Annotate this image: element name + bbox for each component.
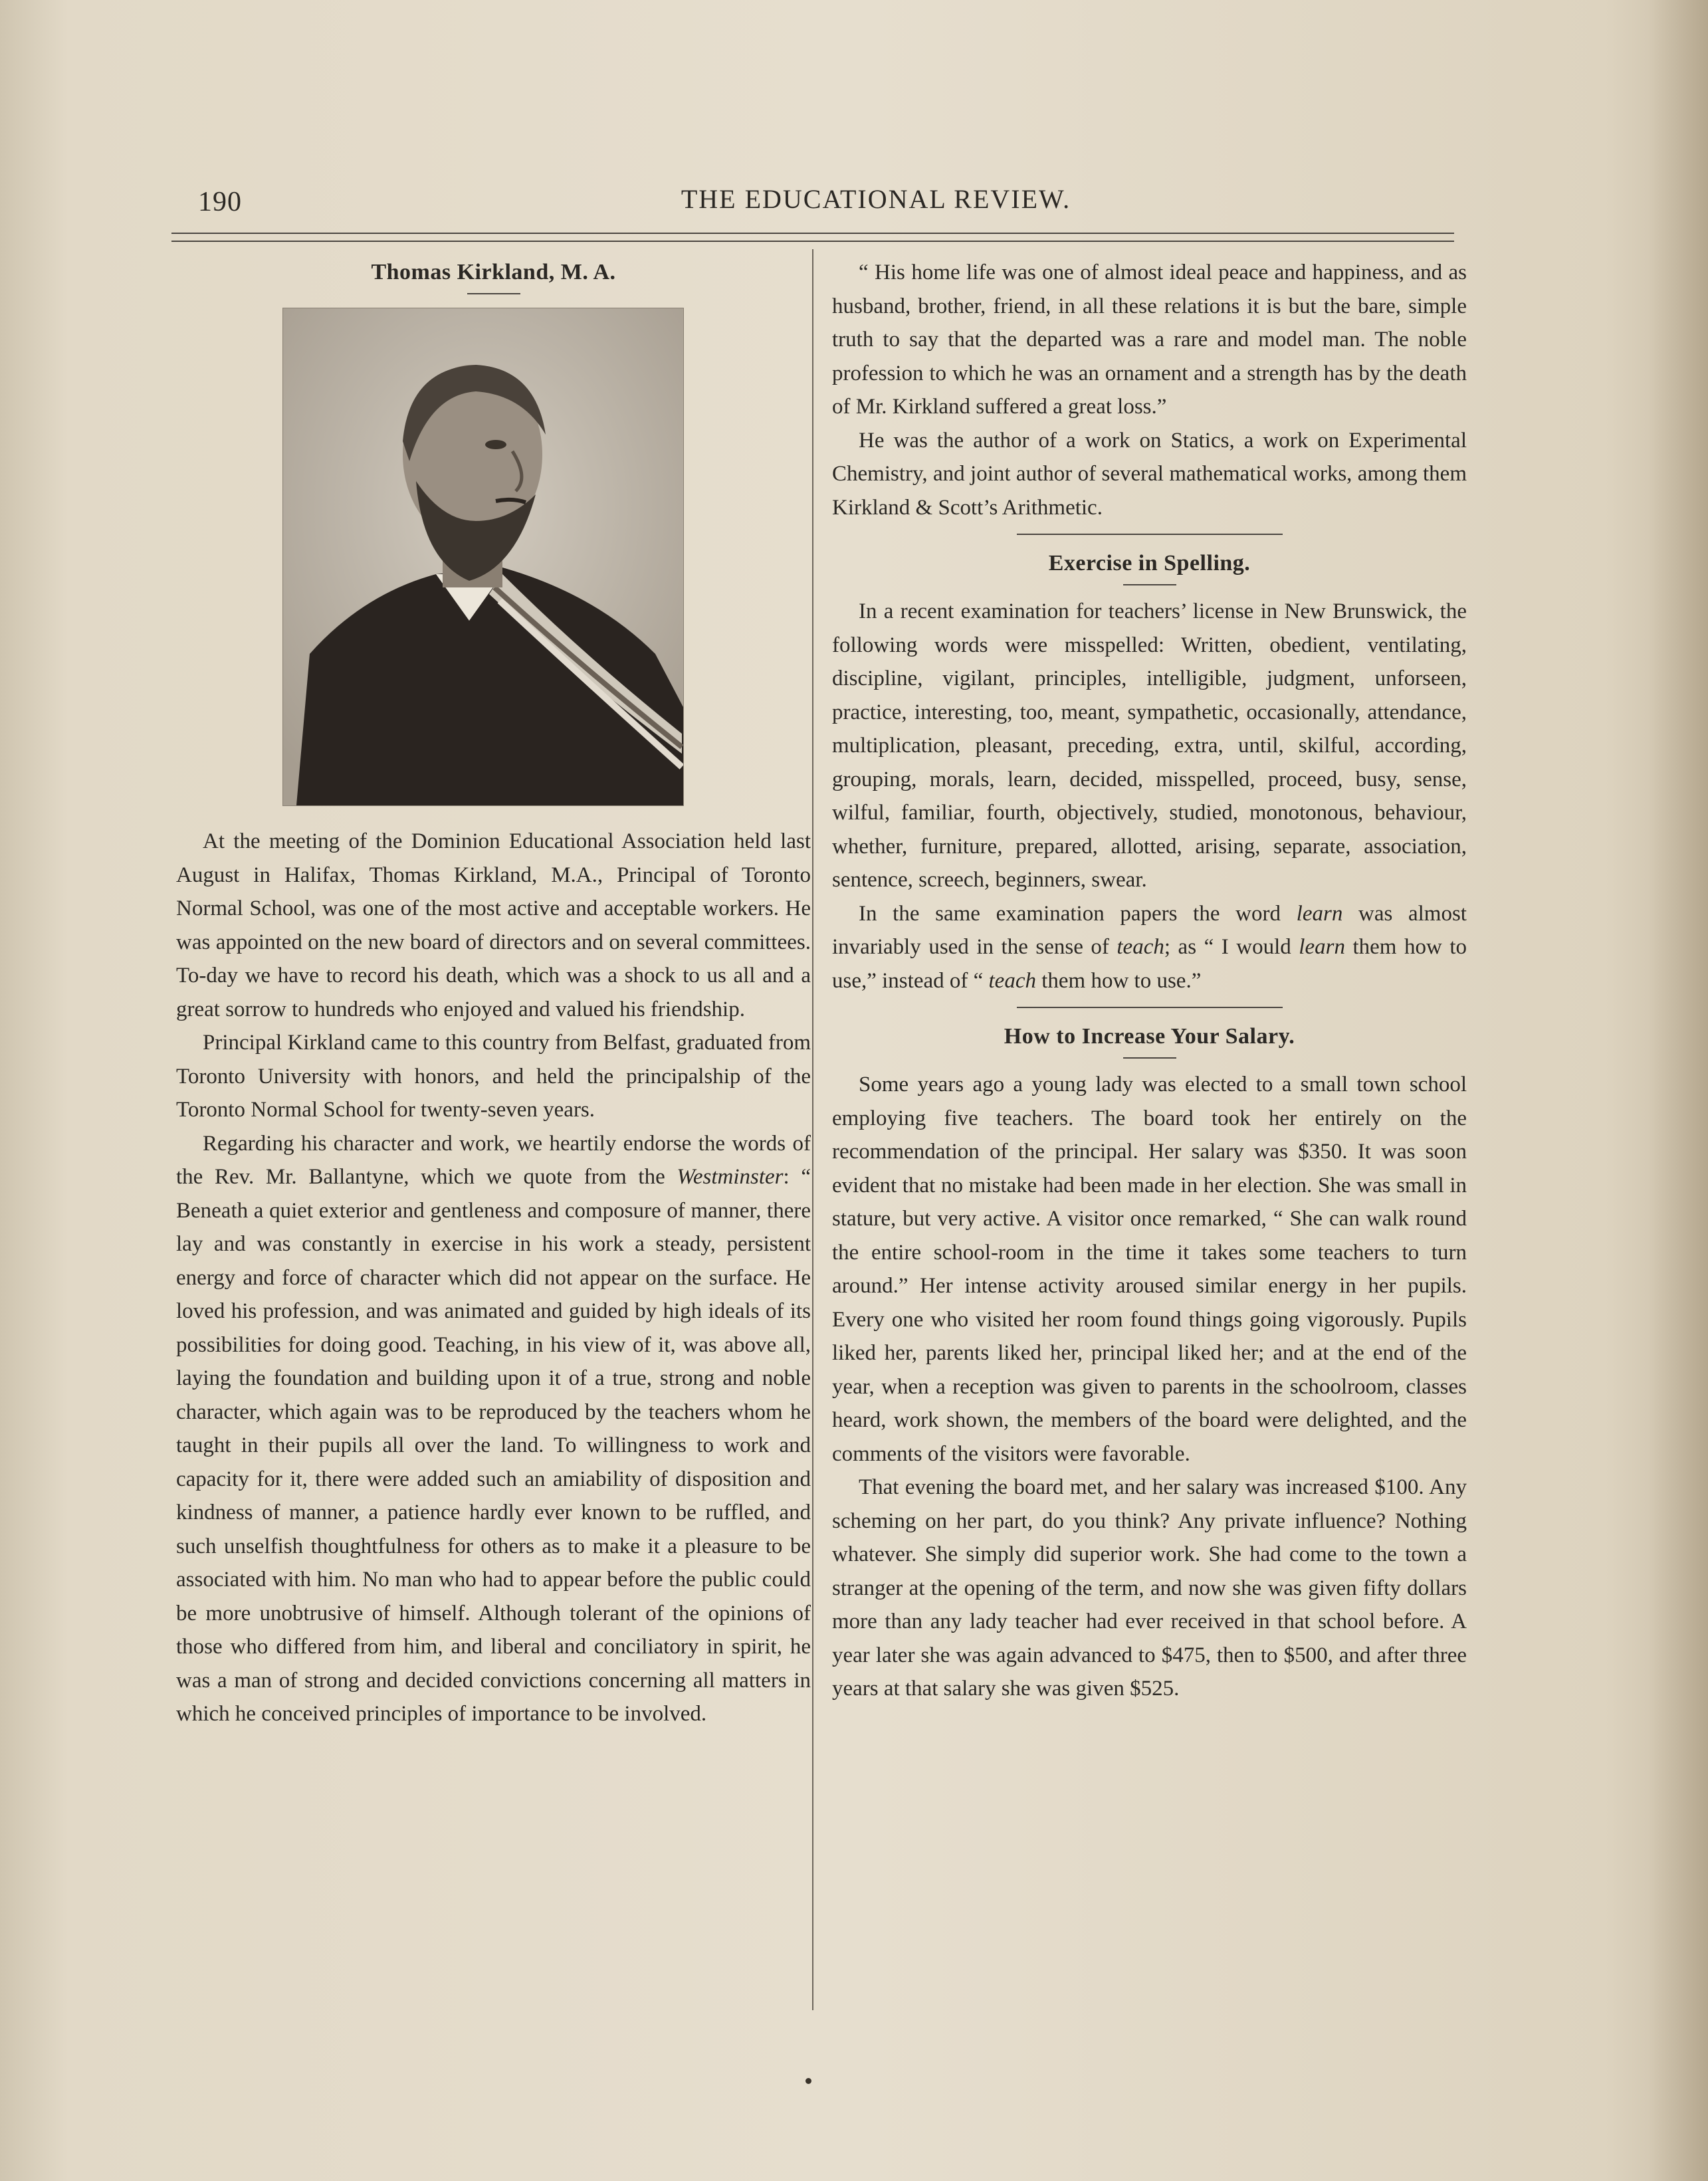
- p3-text-a: Regarding his character and work, we heartily endorse the words of the Rev. Mr. Ballantyne, which we quote from the: [176, 1131, 811, 1189]
- page-edge-shadow: [1648, 0, 1708, 2181]
- sp2-c: ; as “ I would: [1164, 935, 1299, 959]
- spelling-paragraph-1: In a recent examination for teachers’ license in New Brunswick, the following words were misspelled: Written, obedient, ventilating, discipline, vigilant, principles, intelligible, judgment, unforseen, practice, interesting, too, meant, sympathetic, occasionally, attendance, multiplication, pleasant, preceding, extra, until, skilful, according, grouping, morals, learn, decided, misspelled, proceed, busy, sense, wilful, familiar, fourth, objectively, studied, monotonous, behaviour, whether, furniture, prepared, allotted, arising, separate, association, sentence, screech, beginners, swear.: [832, 599, 1467, 892]
- sp2-a: In the same examination papers the word: [859, 901, 1297, 926]
- ink-spot: [805, 2078, 811, 2084]
- page-number: 190: [198, 187, 242, 217]
- sp2-b: was almost invariably used in the sense of: [832, 901, 1467, 959]
- teach-italic: teach: [1117, 935, 1164, 959]
- section-rule-1: [1017, 534, 1283, 535]
- sp2-d: them how to use,” instead of “: [832, 935, 1467, 993]
- spelling-title-rule: [1123, 584, 1176, 585]
- learn-italic-2: learn: [1299, 935, 1345, 959]
- right-column: [832, 256, 1467, 1706]
- p3-text-b: : “ Beneath a quiet exterior and gentleness and composure of manner, there lay and was constantly in exercise in his work a steady, persistent energy and force of character which did not appear on the surface. He loved his profession, and was animated and guided by high ideals of its possibilities for doing good. Teaching, in his view of it, was above all, laying the foundation and building upon it of a true, strong and noble character, which again was to be reproduced by the teachers whom he taught in their pupils all over the land. To willingness to work and capacity for it, there were added such an amiability of disposition and kindness of manner, a patience hardly ever known to be ruffled, and such unselfish thoughtfulness for others as to make it a pleasure to be associated with him. No man who had to appear before the public could be more unobtrusive of himself. Although tolerant of the opinions of those who differed from him, and liberal and conciliatory in spirit, he was a man of strong and decided convictions concerning all matters in which he conceived principles of importance to be involved.: [176, 1165, 811, 1726]
- kirkland-paragraph-3: [176, 1127, 811, 1731]
- article-title-spelling: Exercise in Spelling.: [1048, 551, 1251, 575]
- running-title: THE EDUCATIONAL REVIEW.: [681, 184, 1071, 214]
- section-rule-2: [1017, 1007, 1283, 1008]
- teach-italic-2: teach: [988, 968, 1036, 993]
- salary-paragraph-1: Some years ago a young lady was elected to a small town school employing five teachers. The board took her entirely on the recommendation of the principal. Her salary was $350. It was soon evident that no mistake had been made in her election. She was small in stature, but very active. A visitor once remarked, “ She can walk round the entire school-room in the time it takes some teachers to turn around.” Her intense activity aroused similar energy in her pupils. Every one who visited her room found things going vigorously. Pupils liked her, parents liked her, principal liked her; and at the end of the year, when a reception was given to parents in the schoolroom, classes heard, work shown, the members of the board were delighted, and the comments of the visitors were favorable.: [832, 1073, 1467, 1466]
- column-divider: [812, 249, 813, 2010]
- kirkland-paragraph-2: Principal Kirkland came to this country from Belfast, graduated from Toronto University with honors, and held the principalship of the Toronto Normal School for twenty-seven years.: [176, 1031, 811, 1122]
- westminster-italic: Westminster: [677, 1165, 784, 1189]
- header-rule-second: [171, 241, 1454, 242]
- page-header: [171, 181, 1454, 221]
- sp2-e: them how to use.”: [1035, 968, 1202, 993]
- kirkland-author-works: He was the author of a work on Statics, a work on Experimental Chemistry, and joint author of several mathematical works, among them Kirkland & Scott’s Arithmetic.: [832, 428, 1467, 520]
- left-column: [176, 256, 811, 1731]
- header-rule: [171, 233, 1454, 234]
- article-title-kirkland: Thomas Kirkland, M. A.: [371, 260, 616, 284]
- kirkland-quote-continued: “ His home life was one of almost ideal peace and happiness, and as husband, brother, friend, in all these relations it is but the bare, simple truth to say that the departed was a rare and model man. The noble profession to which he was an ornament and a strength has by the death of Mr. Kirkland suffered a great loss.”: [832, 260, 1467, 419]
- learn-italic: learn: [1296, 901, 1343, 926]
- title-rule: [467, 293, 520, 294]
- spelling-paragraph-2: [832, 897, 1467, 998]
- salary-title-rule: [1123, 1057, 1176, 1059]
- salary-paragraph-2: That evening the board met, and her salary was increased $100. Any scheming on her part, do you think? Any private influence? Nothing whatever. She simply did superior work. She had come to the town a stranger at the opening of the term, and now she was given fifty dollars more than any lady teacher had ever received in that school before. A year later she was again advanced to $475, then to $500, and after three years at that salary she was given $525.: [832, 1475, 1467, 1701]
- article-title-salary: How to Increase Your Salary.: [1004, 1024, 1295, 1049]
- kirkland-paragraph-1: At the meeting of the Dominion Educational Association held last August in Halifax, Thomas Kirkland, M.A., Principal of Toronto Normal School, was one of the most active and acceptable workers. He was appointed on the new board of directors and on several committees. To-day we have to record his death, which was a shock to us all and a great sorrow to hundreds who enjoyed and valued his friendship.: [176, 829, 811, 1021]
- portrait-photo: [282, 308, 684, 806]
